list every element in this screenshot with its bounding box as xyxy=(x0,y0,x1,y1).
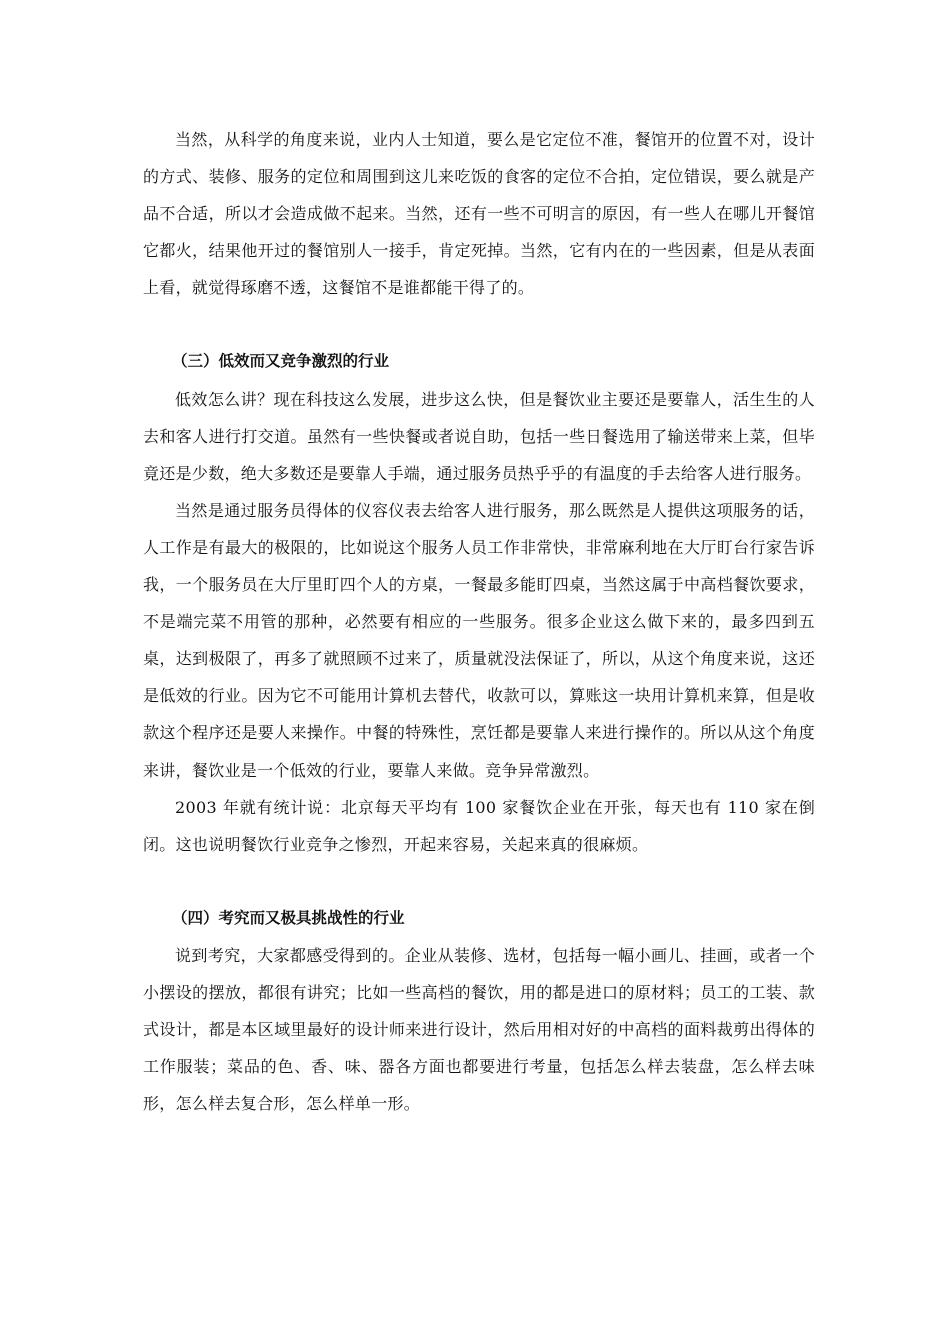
section-heading-4: （四）考究而又极具挑战性的行业 xyxy=(172,908,405,927)
section-spacer xyxy=(143,863,815,900)
paragraph-positioning-reasons: 当然，从科学的角度来说，业内人士知道，要么是它定位不准，餐馆开的位置不对，设计的方式、装修、服务的定位和周围到这儿来吃饭的食客的定位不合拍，定位错误，要么就是产品不合适，所以才会造成做不起来。当然，还有一些不可明言的原因，有一些人在哪儿开餐馆它都火，结果他开过的餐馆别人一接手，肯定死掉。当然，它有内在的一些因素，但是从表面上看，就觉得琢磨不透，这餐馆不是谁都能干得了的。 xyxy=(143,130,815,298)
section-spacer xyxy=(143,306,815,343)
document-body xyxy=(143,121,815,1122)
section-heading-3: （三）低效而又竞争激烈的行业 xyxy=(172,352,390,371)
paragraph-low-efficiency: 低效怎么讲？现在科技这么发展，进步这么快，但是餐饮业主要还是要靠人，活生生的人去和客人进行打交道。虽然有一些快餐或者说自助，包括一些日餐选用了输送带来上菜，但毕竟还是少数，绝大多数还是要靠人手端，通过服务员热乎乎的有温度的手去给客人进行服务。 xyxy=(143,389,815,483)
paragraph-sophistication: 说到考究，大家都感受得到的。企业从装修、选材，包括每一幅小画儿、挂画，或者一个小摆设的摆放，都很有讲究；比如一些高档的餐饮，用的都是进口的原材料；员工的工装、款式设计，都是本区域里最好的设计师来进行设计，然后用相对好的中高档的面料裁剪出得体的工作服装；菜品的色、香、味、器各方面也都要进行考量，包括怎么样去装盘，怎么样去味形，怎么样去复合形，怎么样单一形。 xyxy=(143,945,815,1114)
paragraph-service-limits: 当然是通过服务员得体的仪容仪表去给客人进行服务，那么既然是人提供这项服务的话，人工作是有最大的极限的，比如说这个服务人员工作非常快，非常麻利地在大厅盯台行家告诉我，一个服务员在大厅里盯四个人的方桌，一餐最多能盯四桌，当然这属于中高档餐饮要求，不是端完菜不用管的那种，必然要有相应的一些服务。很多企业这么做下来的，最多四到五桌，达到极限了，再多了就照顾不过来了，质量就没法保证了，所以，从这个角度来说，这还是低效的行业。因为它不可能用计算机去替代，收款可以，算账这一块用计算机来算，但是收款这个程序还是要人来操作。中餐的特殊性，烹饪都是要靠人来进行操作的。所以从这个角度来讲，餐饮业是一个低效的行业，要靠人来做。竞争异常激烈。 xyxy=(143,500,815,780)
paragraph-beijing-statistics: 2003 年就有统计说：北京每天平均有 100 家餐饮企业在开张，每天也有 110 家在倒闭。这也说明餐饮行业竞争之惨烈，开起来容易，关起来真的很麻烦。 xyxy=(143,797,815,854)
